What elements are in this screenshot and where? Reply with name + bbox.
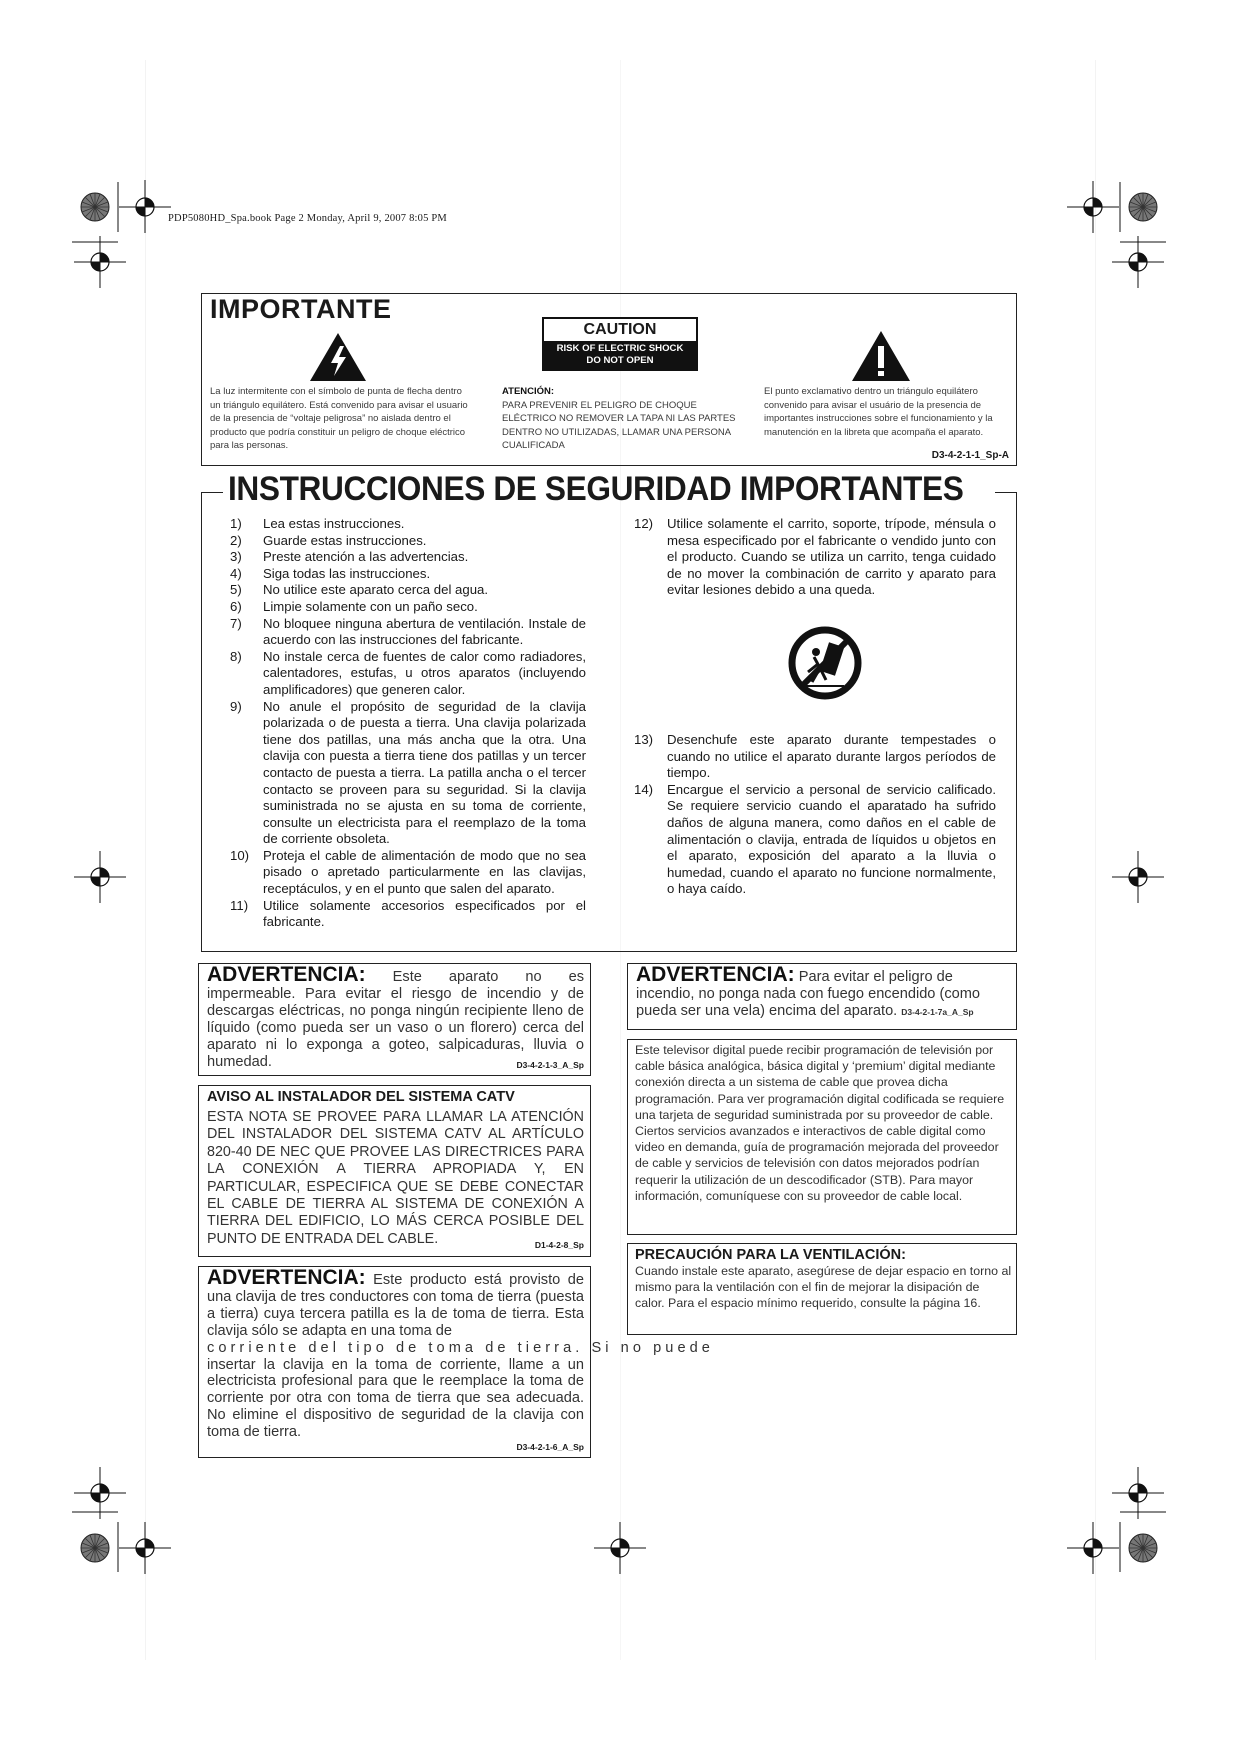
advertencia-label: ADVERTENCIA: — [207, 1266, 366, 1289]
atencion-text: PARA PREVENIR EL PELIGRO DE CHOQUE ELÉCTRICO NO REMOVER LA TAPA NI LAS PARTES DENTRO NO UTILIZADAS, LLAMAR UNA PERSONA CUALIFICADA — [502, 399, 736, 452]
catv-title: AVISO AL INSTALADOR DEL SISTEMA CATV — [207, 1089, 515, 1105]
instrucciones-title: INSTRUCCIONES DE SEGURIDAD IMPORTANTES — [228, 470, 964, 508]
instruccion-item — [634, 782, 996, 898]
instrucciones-right-list-top — [634, 516, 996, 599]
catv-code: D1-4-2-8_Sp — [534, 1240, 584, 1250]
tv-digital-text: Este televisor digital puede recibir programación de televisión por cable básica analógica, básica digital y ‘premium’ digital mediante conexión directa a un sistema de cable que provea dicha programación. Para ver programación digital codificada se requiere una tarjeta de seguridad suministrada por su proveedor de cable. Ciertos servicios avanzados e interactivos de cable digital como video en demanda, guía de programación mejorada del proveedor de cable y servicios de televisión con datos mejorados podrían requerir la utilización de un descodificador (STB). Para mayor información, comuníquese con su proveedor de cable local. — [635, 1043, 1005, 1203]
instruccion-item — [230, 582, 586, 599]
advertencia-tierra-spaced-line: c o r r i e n t e d e l t i p o d e t o m a d e t i e r r a . S i n o p u e d e — [207, 1339, 710, 1356]
atencion-label: ATENCIÓN: — [502, 386, 555, 397]
item-text: Guarde estas instrucciones. — [263, 532, 427, 548]
ventilacion-text: Cuando instale este aparato, asegúrese de dejar espacio en torno al mismo para la ventilación con el fin de mejorar la disipación de calor. Para el espacio mínimo requerido, consulte la página 16. — [635, 1264, 1012, 1311]
exclamation-warning-icon — [851, 330, 911, 382]
item-text: Preste atención a las advertencias. — [263, 549, 469, 565]
item-text: No bloquee ninguna abertura de ventilación. Instale de acuerdo con las instrucciones del fabricante. — [263, 615, 586, 648]
item-number: 4) — [230, 565, 242, 581]
catv-box — [198, 1085, 591, 1257]
item-number: 8) — [230, 648, 242, 664]
print-header: PDP5080HD_Spa.book Page 2 Monday, April 9, 2007 8:05 PM — [168, 213, 447, 224]
item-number: 13) — [634, 732, 654, 747]
instruccion-item — [230, 533, 586, 550]
instruccion-item — [230, 616, 586, 649]
advertencia-tierra-box — [198, 1266, 710, 1458]
item-number: 5) — [230, 582, 242, 598]
item-text: Desenchufe este aparato durante tempestades o cuando no utilice el aparato durante largos períodos de tiempo. — [667, 732, 996, 781]
item-text: Encargue el servicio a personal de servicio calificado. Se requiere servicio cuando el aparatado ha sufrido daños de alguna manera, como daños en el cable de alimentación o clavija, entrada de líquidos u objetos en el aparato, exposición del aparato a la lluvia o humedad, cuando el aparato no funcione normalmente, o haya caído. — [667, 781, 996, 897]
item-number: 2) — [230, 532, 242, 548]
caution-subtitle — [544, 341, 696, 369]
tv-digital-box — [627, 1039, 1017, 1235]
item-text: Utilice solamente accesorios especificados por el fabricante. — [263, 897, 586, 930]
caution-label — [542, 317, 698, 371]
item-text: Utilice solamente el carrito, soporte, trípode, ménsula o mesa especificado por el fabricante o vendido junto con el producto. Cuando se utiliza un carrito, tenga cuidado de no mover la combinación de carrito y aparato para evitar lesiones debido a una queda. — [667, 516, 996, 598]
caution-line-1: RISK OF ELECTRIC SHOCK — [556, 343, 684, 354]
instrucciones-left-list — [230, 516, 586, 931]
caution-line-2: DO NOT OPEN — [586, 354, 654, 366]
lightning-warning-icon — [309, 332, 367, 382]
instruccion-item — [230, 566, 586, 583]
item-text: Lea estas instrucciones. — [263, 516, 405, 531]
advertencia-tierra-code: D3-4-2-1-6_A_Sp — [516, 1442, 584, 1452]
instruccion-item — [230, 898, 586, 931]
atencion-block — [502, 385, 752, 453]
advertencia-impermeable-code: D3-4-2-1-3_A_Sp — [516, 1060, 584, 1070]
advertencia-impermeable-text — [207, 963, 584, 1070]
caution-title: CAUTION — [544, 319, 696, 341]
advertencia-body: Este producto está provisto de una clavija de tres conductores con toma de tierra (puesta a tierra) cuya tercera patilla es la de toma de tierra. Esta clavija sólo se adapta en una toma de — [207, 1272, 584, 1339]
ventilacion-title: PRECAUCIÓN PARA LA VENTILACIÓN: — [635, 1247, 906, 1263]
item-text: Limpie solamente con un paño seco. — [263, 598, 478, 614]
item-number: 14) — [634, 781, 654, 797]
item-number: 6) — [230, 598, 242, 614]
instrucciones-border-right — [995, 492, 1017, 493]
advertencia-fuego-code: D3-4-2-1-7a_A_Sp — [901, 1006, 974, 1017]
importante-box — [201, 293, 1017, 466]
advertencia-body: Para evitar el peligro de incendio, no ponga nada con fuego encendido (como pueda ser una vela) encima del aparato. — [636, 969, 981, 1019]
exclamation-description: El punto exclamativo dentro un triángulo equilátero convenido para avisar el usuário de la presencia de importantes instrucciones sobre el funcionamiento y la manutención en la libreta que acompaña el aparato. — [764, 386, 993, 438]
catv-text: ESTA NOTA SE PROVEE PARA LLAMAR LA ATENCIÓN DEL INSTALADOR DEL SISTEMA CATV AL ARTÍCULO 820-40 DE NEC QUE PROVEE LAS DIRECTRICES PARA LA CONEXIÓN A TIERRA APROPIADA Y, EN PARTICULAR, ESPECIFICA QUE SE DEBE CONECTAR EL CABLE DE TIERRA AL SISTEMA DE CONEXIÓN A TIERRA DEL EDIFICIO, LO MÁS CERCA POSIBLE DEL PUNTO DE ENTRADA DEL CABLE. — [207, 1109, 584, 1247]
advertencia-impermeable-box — [198, 963, 591, 1076]
item-number: 12) — [634, 516, 654, 531]
cart-warning-icon — [788, 626, 862, 700]
advertencia-fuego-box — [627, 963, 1017, 1030]
item-text: Proteja el cable de alimentación de modo que no sea pisado o apretado particularmente en las clavijas, receptáculos, y en el punto que salen del aparato. — [263, 847, 586, 897]
advertencia-body: Este aparato no es impermeable. Para evitar el riesgo de incendio y de descargas eléctricas, no ponga ningún recipiente lleno de líquido (como pueda ser un vaso o un florero) cerca del aparato ni lo exponga a goteo, salpicaduras, lluvia o humedad. — [207, 969, 584, 1070]
advertencia-label: ADVERTENCIA: — [636, 963, 795, 986]
instruccion-item — [230, 699, 586, 848]
item-number: 11) — [230, 897, 249, 913]
advertencia-label: ADVERTENCIA: — [207, 963, 366, 986]
instruccion-item — [230, 848, 586, 898]
ventilacion-box — [627, 1243, 1017, 1335]
lightning-description: La luz intermitente con el símbolo de punta de flecha dentro un triángulo equilátero. Está convenido para avisar el usuario de la presencia de “voltaje peligrosa” no aislada dentro el producto que podría constituir un peligro de choque eléctrico para las personas. — [210, 386, 468, 452]
instruccion-item — [230, 549, 586, 566]
instrucciones-right-list-bottom — [634, 732, 996, 898]
item-number: 1) — [230, 516, 242, 531]
item-text: No anule el propósito de seguridad de la clavija polarizada o de puesta a tierra. Una clavija polarizada tiene dos patillas, una más ancha que la otra. Una clavija con puesta a tierra tiene dos patillas y un tercer contacto de puesta a tierra. La patilla ancha o el tercer contacto se proveen para su seguridad. Si la clavija suministrada no se ajusta en su toma de corriente, consulte un electricista para el reemplazo de la toma de corriente obsoleta. — [263, 698, 586, 847]
item-number: 9) — [230, 698, 242, 714]
instruccion-item — [230, 599, 586, 616]
item-number: 10) — [230, 847, 250, 863]
item-text: Siga todas las instrucciones. — [263, 565, 431, 581]
item-number: 3) — [230, 549, 242, 565]
advertencia-fuego-text — [636, 963, 1012, 1021]
importante-code: D3-4-2-1-1_Sp-A — [931, 450, 1009, 461]
instruccion-item — [230, 516, 586, 533]
instruccion-item — [634, 732, 996, 782]
instrucciones-border-left — [201, 492, 223, 493]
importante-title: IMPORTANTE — [210, 294, 392, 324]
advertencia-tierra-text-b: insertar la clavija en la toma de corriente, llame a un electricista profesional para que le reemplace la toma de corriente por otra con toma de tierra que sea adecuada. No elimine el dispositivo de seguridad de la clavija con toma de tierra. — [207, 1356, 584, 1441]
item-text: No instale cerca de fuentes de calor como radiadores, calentadores, estufas, u otros aparatos (incluyendo amplificadores) que generen calor. — [263, 648, 586, 697]
advertencia-tierra-text-a — [207, 1266, 584, 1340]
instruccion-item — [230, 649, 586, 699]
instruccion-item — [634, 516, 996, 599]
item-number: 7) — [230, 615, 242, 631]
item-text: No utilice este aparato cerca del agua. — [263, 582, 489, 598]
